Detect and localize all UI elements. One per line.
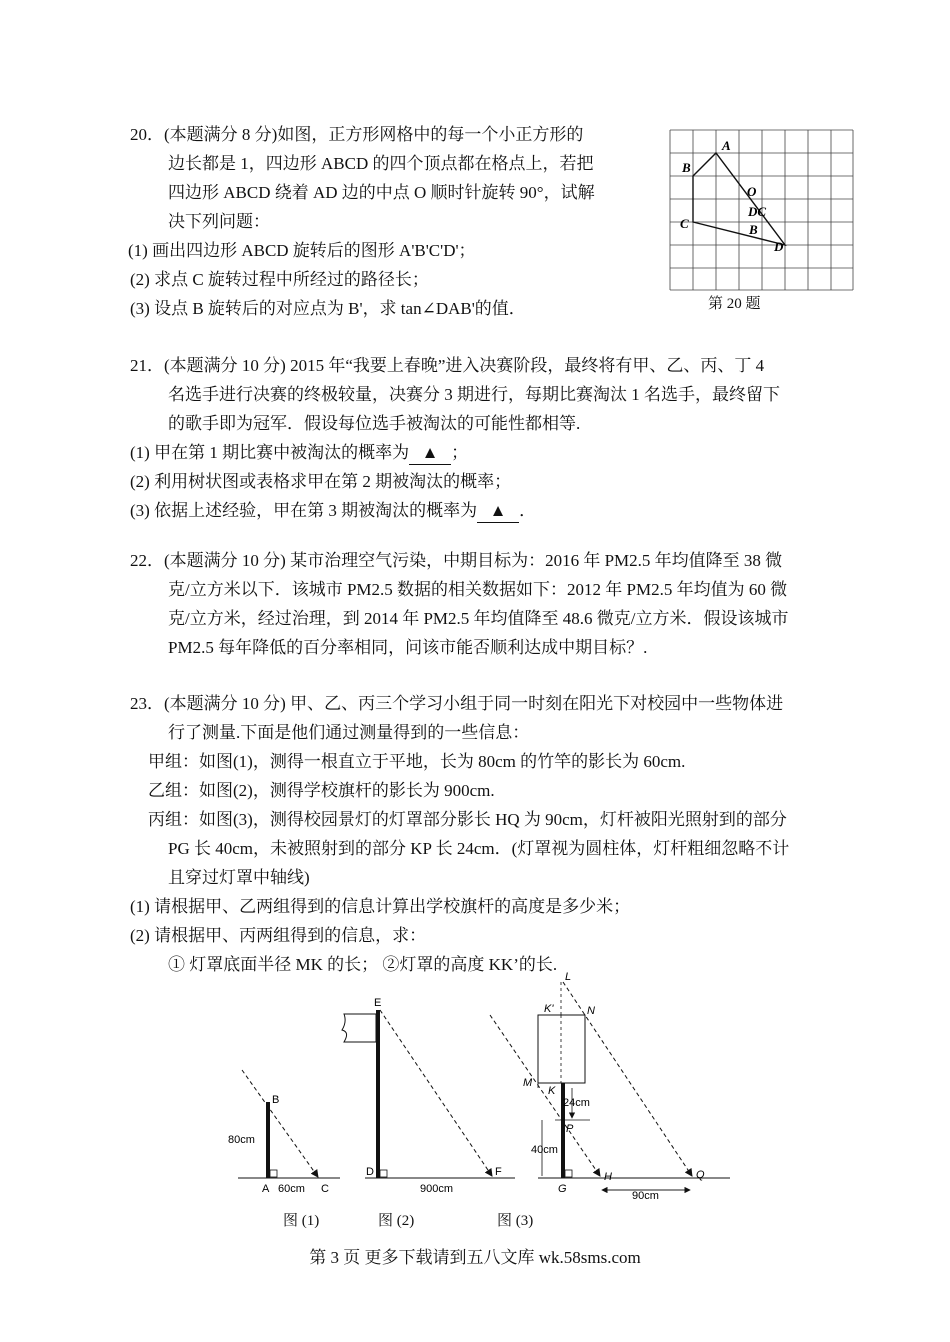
q23-figures bbox=[220, 970, 750, 1205]
label-d: D bbox=[774, 239, 784, 254]
label-b-prime: B bbox=[749, 222, 758, 237]
fig3-label-h: H bbox=[604, 1171, 612, 1183]
q20-part-2: (2) 求点 C 旋转过程中所经过的路径长； bbox=[130, 270, 429, 289]
fig3-pg-length: 40cm bbox=[531, 1144, 558, 1156]
fig1-label-a: A bbox=[262, 1183, 270, 1195]
answer-blank[interactable]: ▲ bbox=[477, 500, 519, 523]
fig2-shadow: 900cm bbox=[420, 1183, 454, 1195]
q20-line: 四边形 ABCD 绕着 AD 边的中点 O 顺时针旋转 90°，试解 bbox=[168, 183, 595, 202]
label-o: O bbox=[747, 184, 757, 199]
fig3-label-g: G bbox=[558, 1183, 567, 1195]
fig3-hq-length: 90cm bbox=[632, 1190, 659, 1202]
question-21 bbox=[130, 351, 875, 525]
fig3-label-l: L bbox=[565, 971, 572, 983]
question-20 bbox=[130, 120, 650, 323]
q20-line: 边长都是 1，四边形 ABCD 的四个顶点都在格点上，若把 bbox=[168, 154, 594, 173]
q21-head: 21．(本题满分 10 分) 2015 年“我要上春晚”进入决赛阶段，最终将有甲、乙、丙、丁 4 bbox=[130, 356, 765, 375]
q21-line: 名选手进行决赛的终极较量，决赛分 3 期进行，每期比赛淘汰 1 名选手，最终留下 bbox=[168, 385, 780, 404]
answer-blank[interactable]: ▲ bbox=[409, 442, 451, 465]
label-a: A bbox=[722, 138, 731, 153]
q20-grid-figure bbox=[668, 128, 858, 293]
q20-figure-caption: 第 20 题 bbox=[708, 296, 761, 312]
fig1-label-c: C bbox=[321, 1183, 329, 1195]
q23-group-bing: 丙组：如图(3)，测得校园景灯的灯罩部分影长 HQ 为 90cm，灯杆被阳光照射到的部分 bbox=[148, 810, 787, 829]
page-footer: 第 3 页 更多下载请到五八文库 wk.58sms.com bbox=[309, 1248, 641, 1267]
label-b: B bbox=[682, 160, 691, 175]
q23-group-bing-cont: 且穿过灯罩中轴线) bbox=[168, 868, 310, 887]
fig3-label-n: N bbox=[587, 1005, 595, 1017]
question-22 bbox=[130, 546, 875, 662]
q21-part-1-end: ； bbox=[451, 443, 469, 462]
fig1-label-b: B bbox=[272, 1094, 280, 1106]
figure-2-caption: 图 (2) bbox=[378, 1213, 415, 1229]
fig1-shadow: 60cm bbox=[278, 1183, 305, 1195]
q23-group-jia: 甲组：如图(1)，测得一根直立于平地，长为 80cm 的竹竿的影长为 60cm. bbox=[148, 752, 686, 771]
q22-head: 22．(本题满分 10 分) 某市治理空气污染，中期目标为：2016 年 PM2.5 年均值降至 38 微 bbox=[130, 551, 783, 570]
figure-1 bbox=[228, 1070, 340, 1195]
fig3-label-p: P bbox=[566, 1123, 574, 1135]
q21-line: 的歌手即为冠军．假设每位选手被淘汰的可能性都相等. bbox=[168, 414, 581, 433]
q20-head: 20．(本题满分 8 分)如图，正方形网格中的每一个小正方形的 bbox=[130, 125, 584, 144]
q20-line: 决下列问题： bbox=[168, 212, 270, 231]
q22-line: 克/立方米，经过治理，到 2014 年 PM2.5 年均值降至 48.6 微克/立方米．假设该城市 bbox=[168, 609, 789, 628]
q23-part-2: (2) 请根据甲、丙两组得到的信息，求： bbox=[130, 926, 427, 945]
figure-3-caption: 图 (3) bbox=[497, 1213, 534, 1229]
q23-line: 行了测量.下面是他们通过测量得到的一些信息： bbox=[168, 723, 530, 742]
q21-part-3 bbox=[130, 496, 875, 525]
label-c: C bbox=[680, 216, 689, 231]
q23-head: 23．(本题满分 10 分) 甲、乙、丙三个学习小组于同一时刻在阳光下对校园中一些物体进 bbox=[130, 694, 784, 713]
fig3-label-m: M bbox=[523, 1077, 533, 1089]
q23-group-yi: 乙组：如图(2)，测得学校旗杆的影长为 900cm. bbox=[148, 781, 495, 800]
q21-part-3-end: ． bbox=[519, 501, 537, 520]
fig2-label-f: F bbox=[495, 1166, 502, 1178]
q23-group-bing-cont: PG 长 40cm，未被照射到的部分 KP 长 24cm．(灯罩视为圆柱体，灯杆粗细忽略不计 bbox=[168, 839, 790, 858]
q21-part-1-text: (1) 甲在第 1 期比赛中被淘汰的概率为 bbox=[130, 443, 410, 462]
q23-part-1: (1) 请根据甲、乙两组得到的信息计算出学校旗杆的高度是多少米； bbox=[130, 897, 631, 916]
fig1-height: 80cm bbox=[228, 1134, 255, 1146]
q21-part-3-text: (3) 依据上述经验，甲在第 3 期被淘汰的概率为 bbox=[130, 501, 478, 520]
fig2-label-e: E bbox=[374, 997, 382, 1009]
figure-3 bbox=[490, 971, 730, 1202]
q20-part-1: (1) 画出四边形 ABCD 旋转后的图形 A'B'C'D'； bbox=[128, 241, 476, 260]
label-dc: DC bbox=[748, 204, 767, 219]
q21-part-1 bbox=[130, 438, 875, 467]
q22-line: 克/立方米以下．该城市 PM2.5 数据的相关数据如下：2012 年 PM2.5 年均值为 60 微 bbox=[168, 580, 788, 599]
figure-2 bbox=[342, 997, 515, 1195]
figure-1-caption: 图 (1) bbox=[283, 1213, 320, 1229]
question-23 bbox=[130, 689, 875, 979]
q20-part-3: (3) 设点 B 旋转后的对应点为 B'，求 tan∠DAB'的值． bbox=[130, 299, 526, 318]
q22-line: PM2.5 每年降低的百分率相同，问该市能否顺利达成中期目标？. bbox=[168, 638, 648, 657]
fig2-label-d: D bbox=[366, 1166, 374, 1178]
fig3-kp-length: 24cm bbox=[563, 1097, 590, 1109]
fig3-label-k-prime: K' bbox=[544, 1003, 554, 1015]
q23-part-2-sub: ① 灯罩底面半径 MK 的长； ②灯罩的高度 KK’的长. bbox=[168, 955, 558, 974]
fig3-label-q: Q bbox=[696, 1169, 705, 1181]
q21-part-2: (2) 利用树状图或表格求甲在第 2 期被淘汰的概率； bbox=[130, 472, 512, 491]
fig3-label-k: K bbox=[548, 1085, 556, 1097]
